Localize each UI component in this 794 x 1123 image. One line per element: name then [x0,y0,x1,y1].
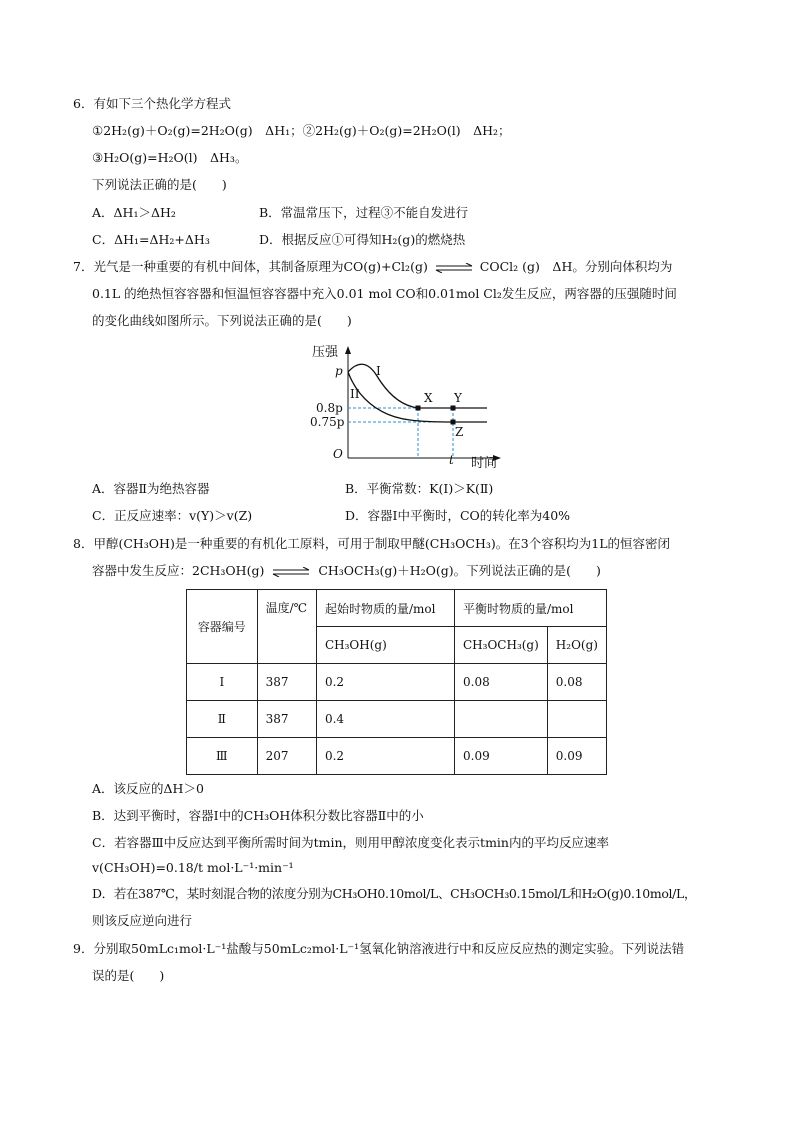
table-row [187,738,607,775]
x-axis-label: 时间 [471,456,498,471]
q8-stem-line1: 8．甲醇(CH₃OH)是一种重要的有机化工原料，可用于制取甲醚(CH₃OCH₃)。在3个容积均为1L的恒容密闭 [73,536,670,551]
equilibrium-arrow-icon [435,263,473,273]
cell-start-ch3oh: 0.2 [316,738,454,775]
equilibrium-arrow-icon [272,567,310,577]
table-header-row [187,590,607,627]
q6-equations-2: ③H₂O(g)=H₂O(l) ΔH₃。 [92,150,248,165]
pressure-time-graph [305,338,505,473]
header-equilibrium-amount: 平衡时物质的量/mol [455,590,607,627]
cell-start-ch3oh: 0.2 [316,664,454,701]
q8-data-table [186,589,607,775]
q8-option-a: A．该反应的ΔH＞0 [92,781,204,796]
cell-start-ch3oh: 0.4 [316,701,454,738]
cell-container: Ⅰ [187,664,258,701]
q6-option-b: B．常温常压下，过程③不能自发进行 [259,205,469,220]
cell-eq-ch3och3: 0.08 [455,664,548,701]
point-z [451,420,456,425]
header-ch3och3: CH₃OCH₃(g) [455,627,548,664]
q7-option-c: C．正反应速率：v(Y)＞v(Z) [92,508,253,523]
cell-eq-h2o [547,701,606,738]
tick-08p: 0.8p [316,401,343,415]
q8-stem-line2 [92,562,601,580]
q7-option-b: B．平衡常数：K(Ⅰ)＞K(Ⅱ) [345,481,494,496]
header-h2o: H₂O(g) [547,627,606,664]
cell-eq-ch3och3: 0.09 [455,738,548,775]
q7-option-a: A．容器Ⅱ为绝热容器 [92,481,210,496]
q7-stem-line1-b: COCl₂ (g) ΔH。分别向体积均为 [479,259,673,274]
q7-stem-line1-a: 7．光气是一种重要的有机中间体，其制备原理为CO(g)+Cl₂(g) [73,259,428,274]
header-temperature: 温度/℃ [257,590,316,664]
cell-temperature: 387 [257,701,316,738]
cell-eq-h2o: 0.09 [547,738,606,775]
q9-stem-line2: 误的是( ) [92,968,165,983]
origin-label: O [333,447,343,461]
q7-stem-line1 [73,258,672,276]
curve-i-label: I [376,364,381,378]
q8-stem-line2-b: CH₃OCH₃(g)＋H₂O(g)。下列说法正确的是( ) [318,563,601,578]
q7-option-d: D．容器Ⅰ中平衡时，CO的转化率为40% [345,508,571,523]
point-x-label: X [424,391,433,405]
cell-eq-h2o: 0.08 [547,664,606,701]
cell-container: Ⅲ [187,738,258,775]
tick-075p: 0.75p [310,415,345,429]
cell-container: Ⅱ [187,701,258,738]
q8-option-b: B．达到平衡时，容器Ⅰ中的CH₃OH体积分数比容器Ⅱ中的小 [92,808,424,823]
q7-stem-line2: 0.1L 的绝热恒容容器和恒温恒容容器中充入0.01 mol CO和0.01mol Cl₂发生反应，两容器的压强随时间 [92,286,677,301]
header-container-no: 容器编号 [187,590,258,664]
table-row [187,701,607,738]
header-start-amount: 起始时物质的量/mol [316,590,454,627]
tick-p: p [335,364,343,378]
point-x [416,406,421,411]
q6-option-a: A．ΔH₁＞ΔH₂ [92,205,176,220]
tick-t: t [449,453,454,467]
q6-equations-1: ①2H₂(g)＋O₂(g)=2H₂O(g) ΔH₁；②2H₂(g)＋O₂(g)=2H₂O(l) ΔH₂； [92,123,511,138]
point-y-label: Y [454,391,462,405]
q7-stem-line3: 的变化曲线如图所示。下列说法正确的是( ) [92,313,352,328]
q6-stem: 6．有如下三个热化学方程式 [73,96,231,111]
q8-option-c-formula: v(CH₃OH)=0.18/t mol·L⁻¹·min⁻¹ [92,860,294,875]
q8-option-c: C．若容器Ⅲ中反应达到平衡所需时间为tmin，则用甲醇浓度变化表示tmin内的平均反应速率 [92,835,609,850]
q6-option-d: D．根据反应①可得知H₂(g)的燃烧热 [259,232,466,247]
y-axis-arrow [345,346,351,354]
q9-stem-line1: 9．分别取50mLc₁mol·L⁻¹盐酸与50mLc₂mol·L⁻¹氢氧化钠溶液进行中和反应反应热的测定实验。下列说法错 [73,941,685,956]
table-row [187,664,607,701]
curve-ii-label: II [350,387,360,401]
q8-option-d-cont: 则该反应逆向进行 [92,913,193,928]
curve-i [348,364,487,408]
y-axis-label: 压强 [312,345,339,360]
cell-temperature: 207 [257,738,316,775]
q6-option-c: C．ΔH₁=ΔH₂+ΔH₃ [92,232,210,247]
point-y [451,406,456,411]
q6-question: 下列说法正确的是( ) [92,177,227,192]
point-z-label: Z [455,425,464,439]
header-ch3oh: CH₃OH(g) [316,627,454,664]
cell-temperature: 387 [257,664,316,701]
cell-eq-ch3och3 [455,701,548,738]
q8-stem-line2-a: 容器中发生反应：2CH₃OH(g) [92,563,265,578]
q8-option-d: D．若在387℃，某时刻混合物的浓度分别为CH₃OH0.10mol/L、CH₃OCH₃0.15mol/L和H₂O(g)0.10mol/L， [92,886,697,901]
